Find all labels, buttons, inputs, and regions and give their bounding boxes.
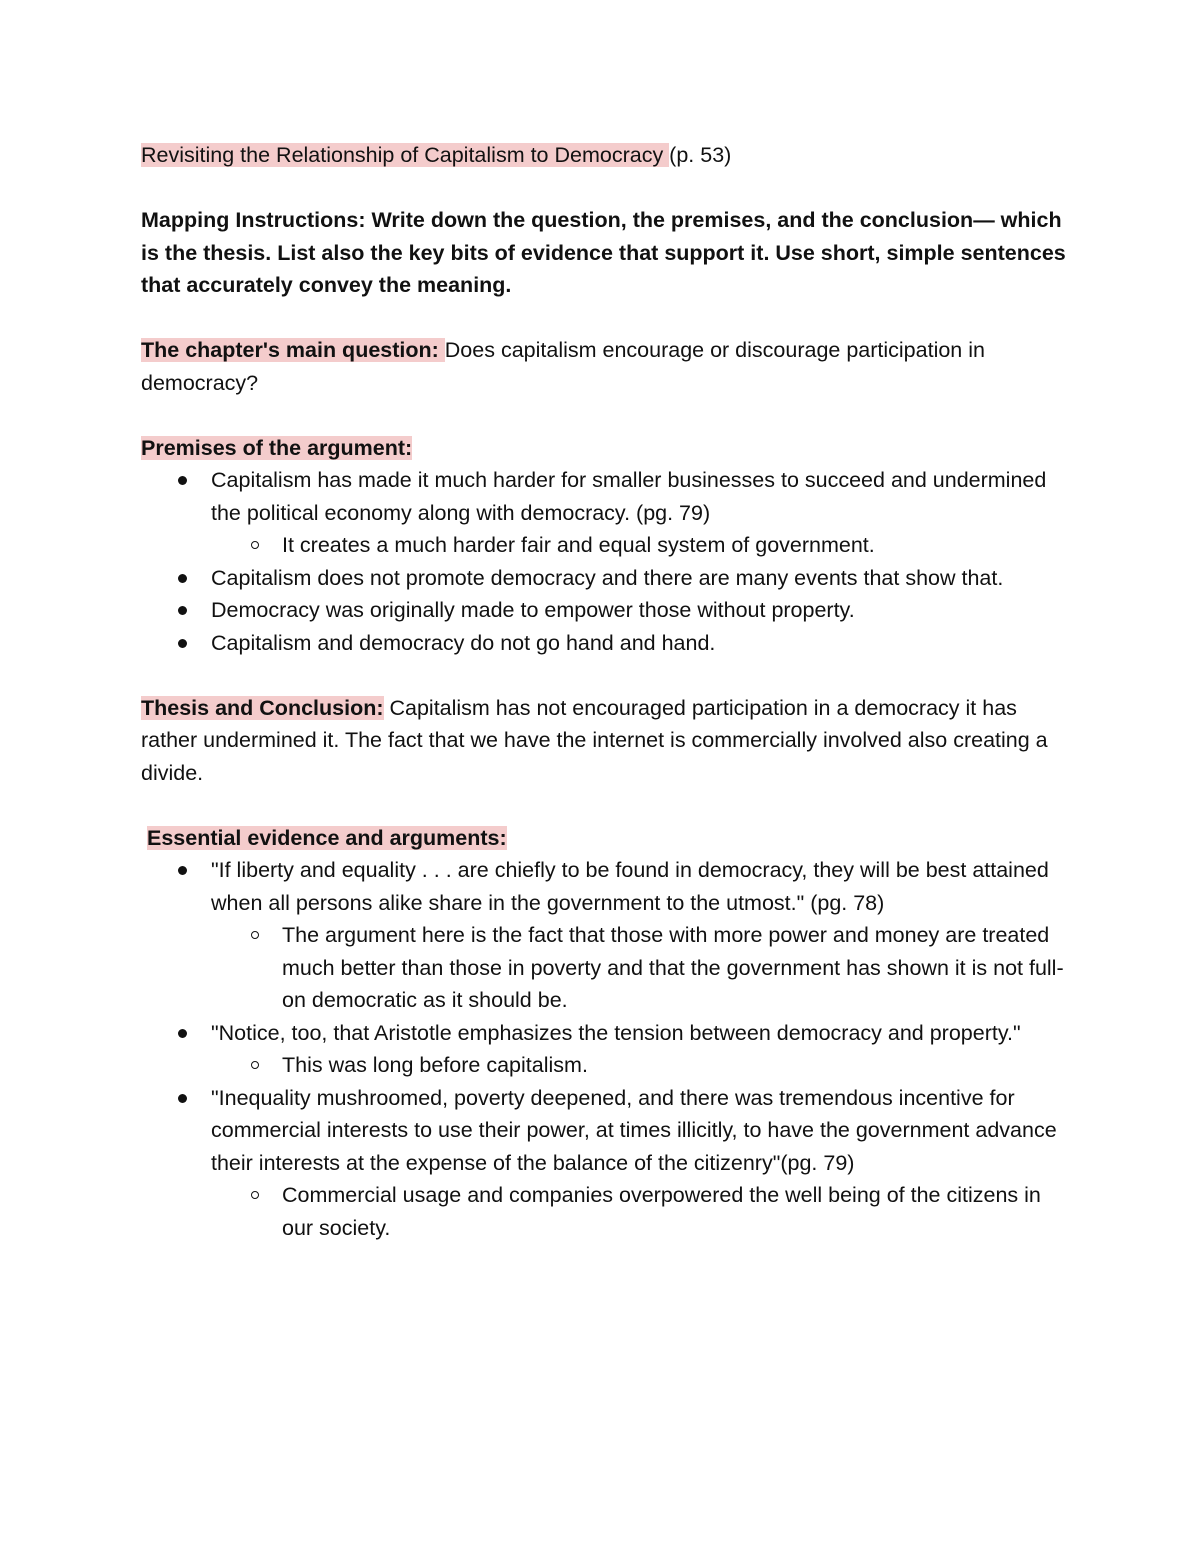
premise-text: Capitalism has made it much harder for smaller businesses to succeed and undermined the political economy along with democracy. (pg. 79) — [211, 468, 1047, 525]
bullet-icon — [178, 1094, 187, 1103]
evidence-quote: "Inequality mushroomed, poverty deepened, and there was tremendous incentive for commercial interests to use their power, at times illicitly, to have the government advance their interests at the expense of the balance of the citizenry"(pg. 79) — [211, 1085, 1057, 1175]
sub-list — [211, 919, 1071, 1017]
evidence-heading-label: Essential evidence and arguments: — [147, 825, 507, 850]
premise-text: Capitalism does not promote democracy and there are many events that show that. — [211, 565, 1004, 590]
main-question-text: Does capitalism encourage or discourage participation in democracy? — [141, 338, 985, 395]
sub-list-item — [211, 1049, 1071, 1082]
sub-item-text: Commercial usage and companies overpowered the well being of the citizens in our society. — [282, 1183, 1041, 1240]
sub-list-item — [211, 919, 1071, 1017]
bullet-icon — [178, 606, 187, 615]
bullet-icon — [178, 574, 187, 583]
evidence-quote: "If liberty and equality . . . are chiefly to be found in democracy, they will be best attained when all persons alike share in the government to the utmost." (pg. 78) — [211, 858, 1049, 915]
bullet-icon — [178, 639, 187, 648]
list-item — [141, 464, 1071, 562]
title-highlighted: Revisiting the Relationship of Capitalism to Democracy — [141, 143, 670, 167]
document-title — [141, 139, 1071, 172]
hollow-bullet-icon — [251, 931, 259, 939]
spacer — [141, 659, 1071, 692]
spacer — [141, 302, 1071, 335]
spacer — [141, 789, 1071, 822]
premises-list — [141, 464, 1071, 659]
spacer — [141, 399, 1071, 432]
sub-list-item — [211, 529, 1071, 562]
premise-text: Democracy was originally made to empower those without property. — [211, 598, 855, 622]
main-question-label: The chapter's main question: — [141, 338, 445, 362]
premise-text: Capitalism and democracy do not go hand and hand. — [211, 630, 716, 655]
sub-list — [211, 529, 1071, 562]
list-item — [141, 627, 1071, 660]
premises-heading — [141, 432, 1071, 465]
list-item — [141, 594, 1071, 627]
bullet-icon — [178, 1029, 187, 1038]
hollow-bullet-icon — [251, 1061, 259, 1069]
sub-item-text: The argument here is the fact that those with more power and money are treated much better than those in poverty and that the government has shown it is not full-on democratic as it should be. — [282, 923, 1064, 1012]
evidence-quote: "Notice, too, that Aristotle emphasizes the tension between democracy and property." — [211, 1020, 1021, 1045]
bullet-icon — [178, 866, 187, 875]
sub-list — [211, 1049, 1071, 1082]
document-page — [141, 139, 1071, 1244]
list-item — [141, 1017, 1071, 1082]
sub-item-text: It creates a much harder fair and equal system of government. — [282, 533, 875, 557]
list-item — [141, 1082, 1071, 1245]
premises-heading-label: Premises of the argument: — [141, 435, 413, 460]
thesis-text: Capitalism has not encouraged participation in a democracy it has rather undermined it. The fact that we have the internet is commercially involved also creating a divide. — [141, 695, 1048, 785]
title-page-ref: (p. 53) — [669, 143, 732, 167]
thesis-conclusion — [141, 692, 1071, 790]
bullet-icon — [178, 476, 187, 485]
hollow-bullet-icon — [251, 541, 259, 549]
sub-list-item — [211, 1179, 1071, 1244]
list-item — [141, 562, 1071, 595]
main-question — [141, 334, 1071, 399]
sub-item-text: This was long before capitalism. — [282, 1053, 588, 1077]
hollow-bullet-icon — [251, 1191, 259, 1199]
sub-list — [211, 1179, 1071, 1244]
thesis-label: Thesis and Conclusion: — [141, 695, 384, 720]
evidence-heading — [141, 822, 1071, 855]
list-item — [141, 854, 1071, 1017]
spacer — [141, 172, 1071, 205]
mapping-instructions: Mapping Instructions: Write down the question, the premises, and the conclusion— which is the thesis. List also the key bits of evidence that support it. Use short, simple sentences that accurately convey the meaning. — [141, 208, 1066, 297]
evidence-list — [141, 854, 1071, 1244]
